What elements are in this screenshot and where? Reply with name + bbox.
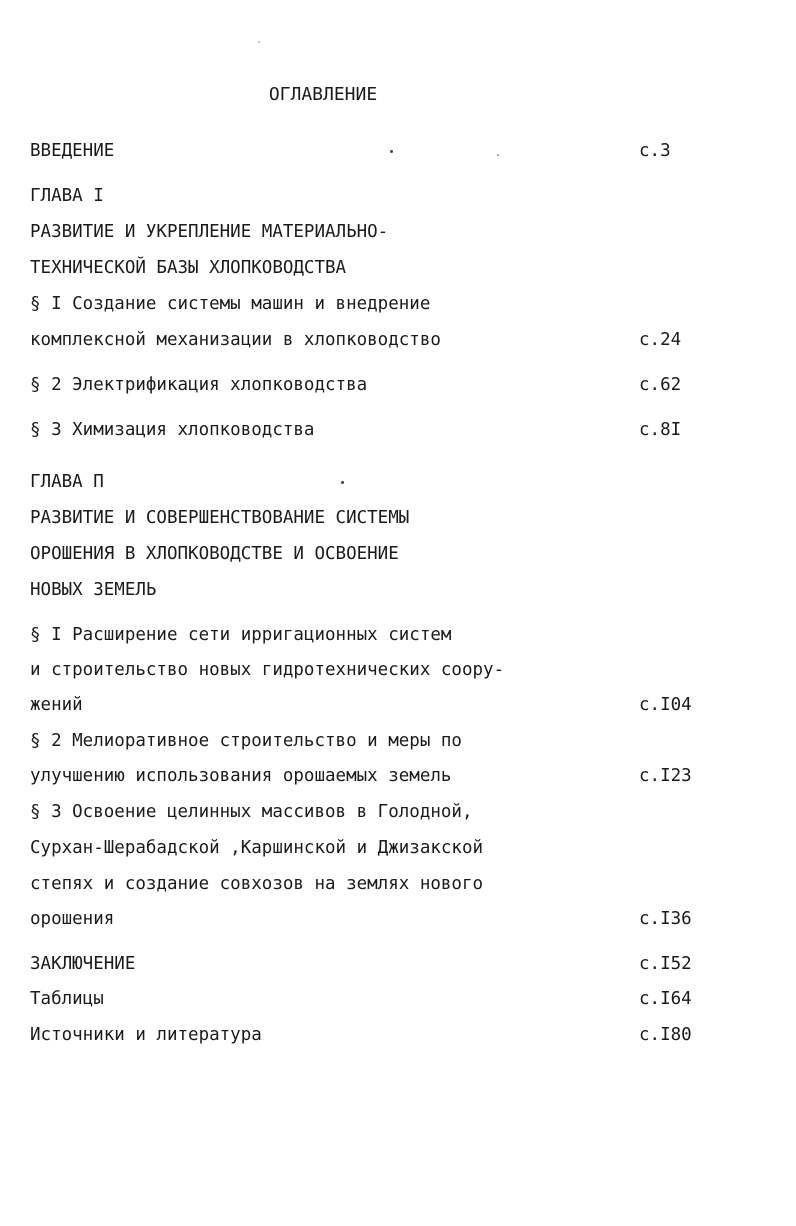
toc-chapter-2-title-line-3: НОВЫХ ЗЕМЕЛЬ	[30, 580, 157, 600]
toc-entry-sources: Источники и литература	[30, 1025, 262, 1045]
page-ref-conclusion: с.I52	[639, 954, 692, 974]
page-ref-ch1-section-1: с.24	[639, 330, 682, 350]
page-ref-tables: с.I64	[639, 989, 692, 1009]
toc-ch2-section-3-line-4: орошения	[30, 909, 115, 929]
page-ref-ch1-section-3: с.8I	[639, 420, 682, 440]
toc-ch1-section-2: § 2 Электрификация хлопководства	[30, 375, 368, 395]
toc-chapter-1-title-line-2: ТЕХНИЧЕСКОЙ БАЗЫ ХЛОПКОВОДСТВА	[30, 258, 347, 278]
page-ref-sources: с.I80	[639, 1025, 692, 1045]
toc-entry-tables: Таблицы	[30, 989, 104, 1009]
scan-speck	[390, 150, 393, 153]
toc-chapter-2-title-line-1: РАЗВИТИЕ И СОВЕРШЕНСТВОВАНИЕ СИСТЕМЫ	[30, 508, 410, 528]
toc-ch2-section-2-line-2: улучшению использования орошаемых земель	[30, 766, 452, 786]
toc-ch2-section-1-line-2: и строительство новых гидротехнических соору-	[30, 660, 505, 680]
toc-chapter-2-title-line-2: ОРОШЕНИЯ В ХЛОПКОВОДСТВЕ И ОСВОЕНИЕ	[30, 544, 399, 564]
toc-ch2-section-3-line-3: степях и создание совхозов на землях нового	[30, 874, 484, 894]
toc-ch1-section-3: § 3 Химизация хлопководства	[30, 420, 315, 440]
scan-speck	[497, 154, 499, 156]
page-ref-ch2-section-3: с.I36	[639, 909, 692, 929]
toc-ch2-section-3-line-2: Сурхан-Шерабадской ,Каршинской и Джизакской	[30, 838, 484, 858]
toc-chapter-1-heading: ГЛАВА I	[30, 186, 104, 206]
page-ref-introduction: с.3	[639, 141, 671, 161]
toc-ch2-section-3-line-1: § 3 Освоение целинных массивов в Голодной,	[30, 802, 473, 822]
page-ref-ch1-section-2: с.62	[639, 375, 682, 395]
toc-ch1-section-1-line-2: комплексной механизации в хлопководство	[30, 330, 441, 350]
toc-entry-conclusion: ЗАКЛЮЧЕНИЕ	[30, 954, 136, 974]
toc-ch2-section-1-line-3: жений	[30, 695, 83, 715]
toc-chapter-1-title-line-1: РАЗВИТИЕ И УКРЕПЛЕНИЕ МАТЕРИАЛЬНО-	[30, 222, 389, 242]
toc-ch1-section-1-line-1: § I Создание системы машин и внедрение	[30, 294, 431, 314]
toc-ch2-section-1-line-1: § I Расширение сети ирригационных систем	[30, 625, 452, 645]
scan-speck	[258, 41, 260, 43]
page-ref-ch2-section-1: с.I04	[639, 695, 692, 715]
toc-ch2-section-2-line-1: § 2 Мелиоративное строительство и меры по	[30, 731, 462, 751]
toc-chapter-2-heading: ГЛАВА П	[30, 472, 104, 492]
page-ref-ch2-section-2: с.I23	[639, 766, 692, 786]
toc-entry-introduction: ВВЕДЕНИЕ	[30, 141, 115, 161]
scan-speck	[341, 481, 344, 484]
page-title: ОГЛАВЛЕНИЕ	[268, 84, 378, 105]
